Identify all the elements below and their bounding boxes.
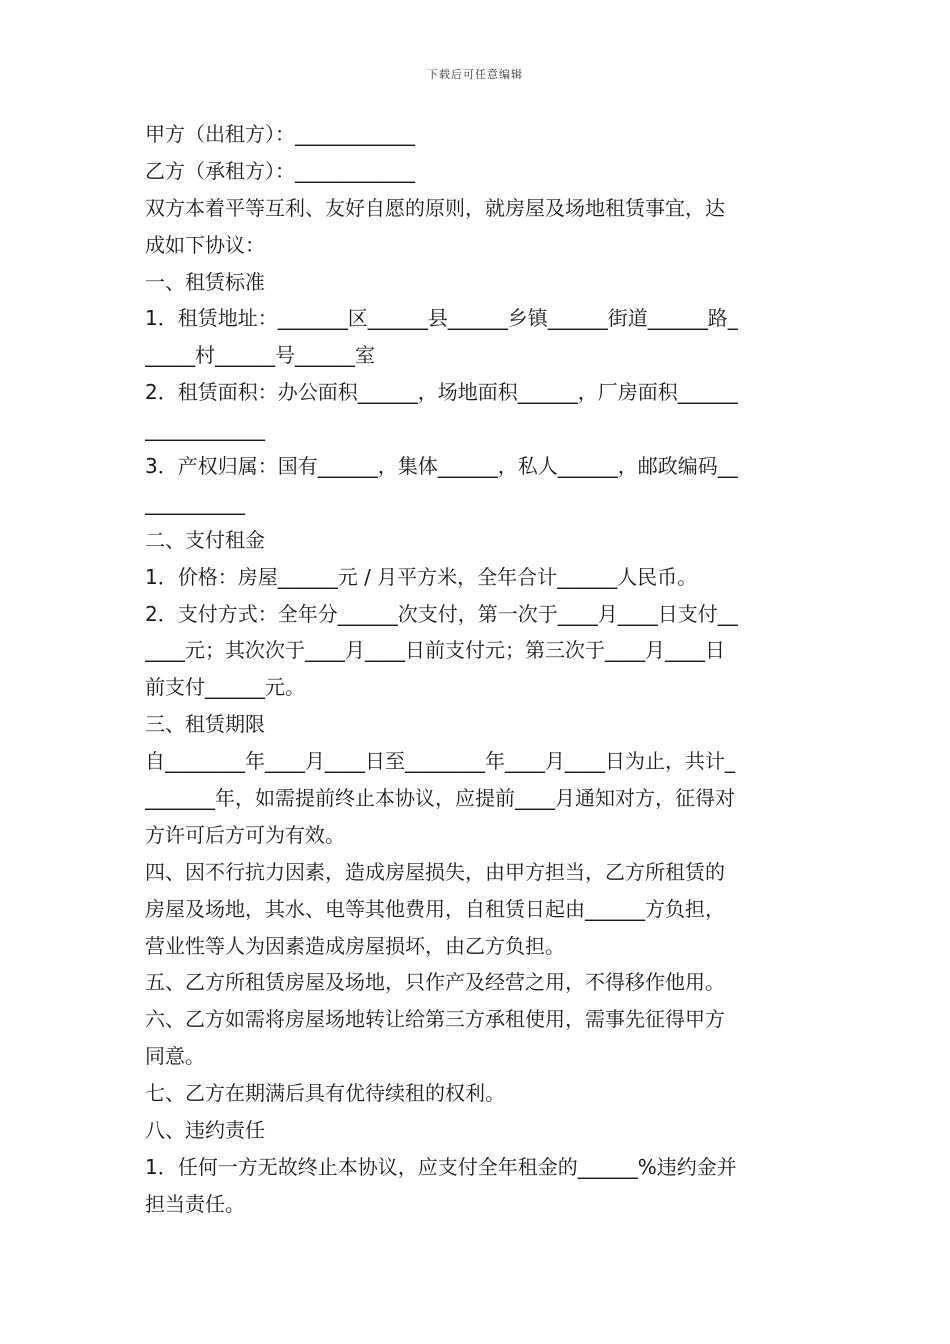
text-line: 五、乙方所租赁房屋及场地，只作产及经营之用，不得移作他用。 [145,970,725,995]
text-line: 1．价格：房屋______元 / 月平方米，全年合计______人民币。 [145,564,698,589]
text-line: 2．支付方式：全年分______次支付，第一次于____月____日支付__ [145,601,738,626]
text-line: 方许可后方可为有效。 [145,822,345,847]
header-note: 下载后可任意编辑 [427,68,523,81]
text-line: 乙方（承租方）：____________ [145,158,415,183]
section-heading: 一、租赁标准 [145,269,265,294]
text-line: 七、乙方在期满后具有优待续租的权利。 [145,1081,505,1106]
section-heading: 三、租赁期限 [145,712,265,737]
text-line: _____村______号______室 [145,343,375,368]
text-line: __________ [145,490,245,515]
document-body [145,116,810,1223]
text-line: 成如下协议： [145,232,265,257]
text-line: 1．租赁地址：_______区______县______乡镇______街道______路_ [145,306,738,331]
text-line: ____元；其次次于____月____日前支付元；第三次于____月____日 [145,638,725,663]
text-line: 双方本着平等互利、友好自愿的原则，就房屋及场地租赁事宜，达 [145,195,725,220]
text-line: 1．任何一方无故终止本协议，应支付全年租金的______%违约金并 [145,1154,737,1179]
section-heading: 二、支付租金 [145,527,265,552]
text-line: _______年，如需提前终止本协议，应提前____月通知对方，征得对 [145,786,735,811]
text-line: 甲方（出租方）：____________ [145,122,415,146]
text-line: 房屋及场地，其水、电等其他费用，自租赁日起由______方负担， [145,896,725,921]
text-line: 自________年____月____日至________年____月____日为止，共计_ [145,749,735,774]
text-line: 2．租赁面积：办公面积______，场地面积______，厂房面积______ [145,380,738,405]
text-line: 3．产权归属：国有______，集体______，私人______，邮政编码__ [145,454,738,479]
text-line: 前支付______元。 [145,675,305,700]
text-line: 四、因不行抗力因素，造成房屋损失，由甲方担当，乙方所租赁的 [145,859,725,884]
text-line: 担当责任。 [145,1191,245,1216]
text-line: ____________ [145,417,265,442]
text-line: 同意。 [145,1044,205,1069]
text-line: 六、乙方如需将房屋场地转让给第三方承租使用，需事先征得甲方 [145,1007,725,1032]
section-heading: 八、违约责任 [145,1118,265,1143]
text-line: 营业性等人为因素造成房屋损坏，由乙方负担。 [145,933,565,958]
